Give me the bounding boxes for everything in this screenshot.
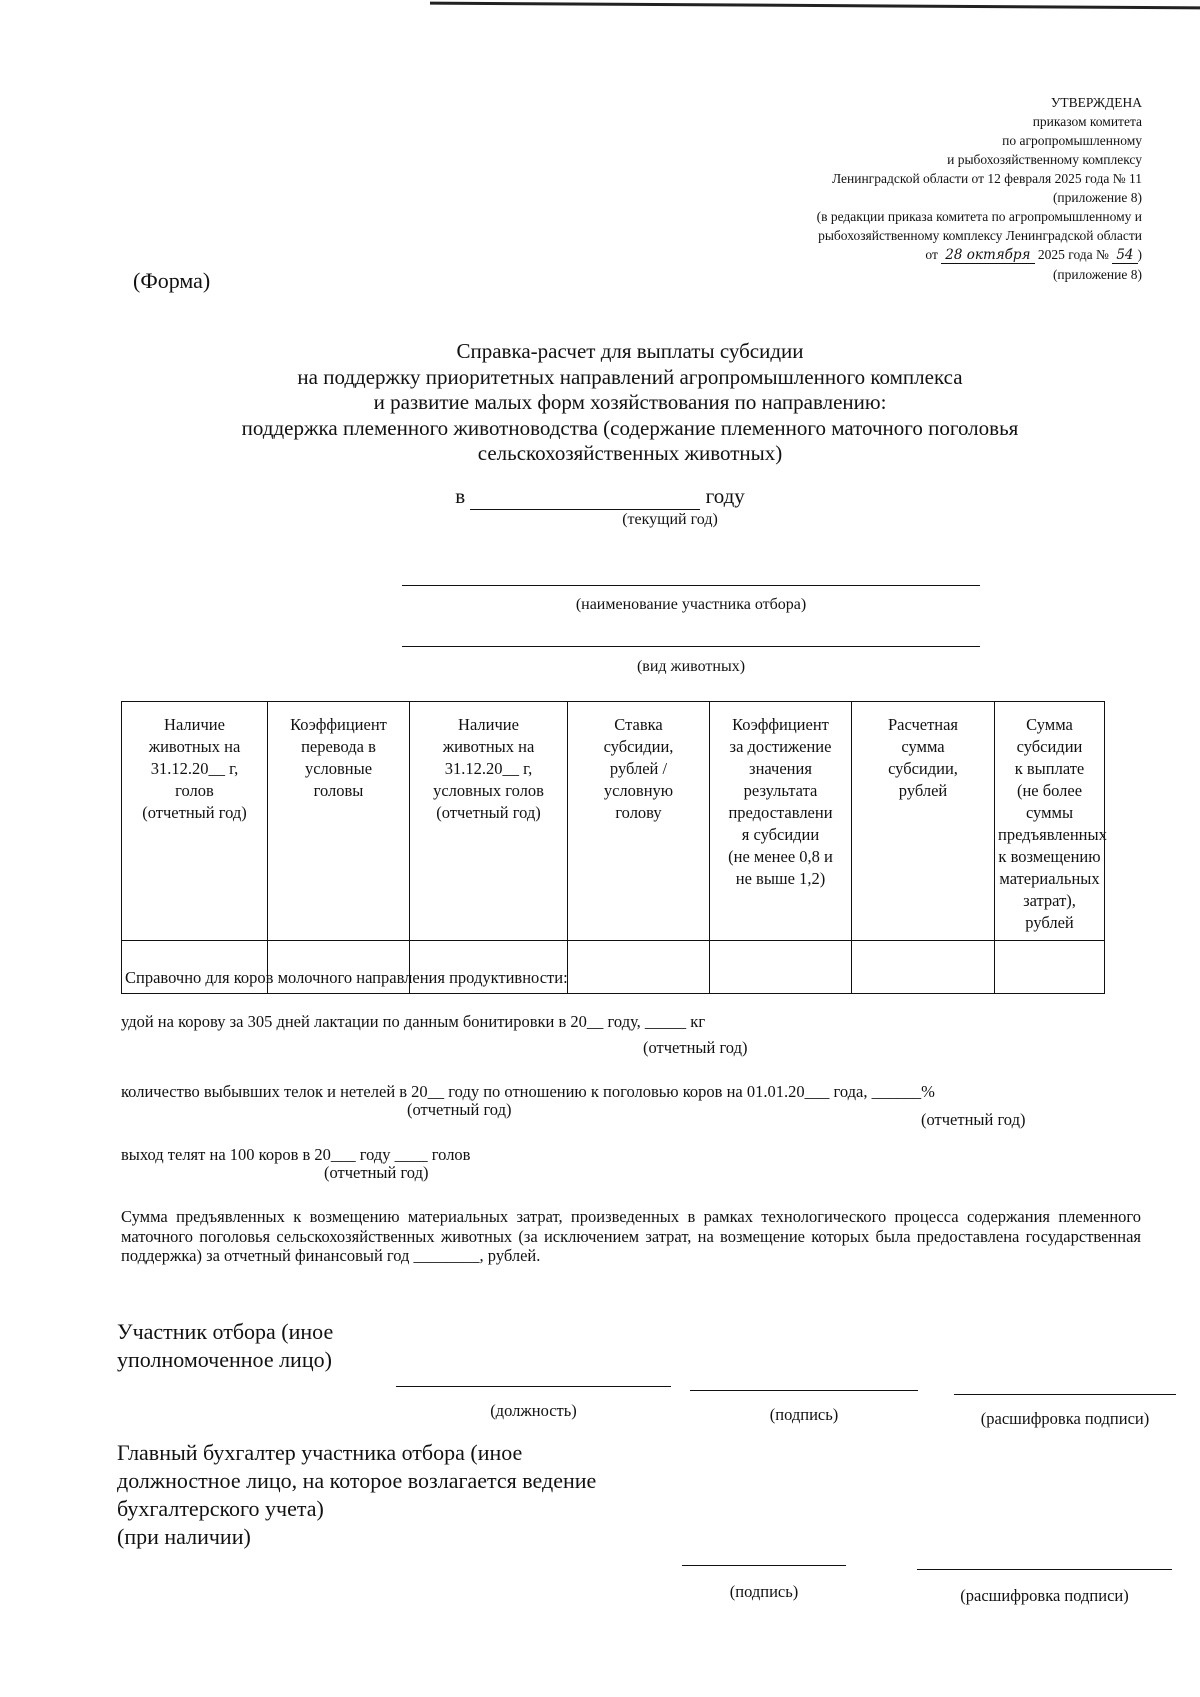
participant-label-line: уполномоченное лицо) [117,1347,332,1372]
header-text: Наличие [164,715,225,734]
animal-type-field[interactable] [402,646,980,647]
header-text: условных голов [433,781,544,800]
header-text: Сумма субсидии [1016,715,1083,756]
table-cell[interactable] [568,941,710,994]
header-text: Наличие [458,715,519,734]
header-subsidy-payable [995,702,1105,941]
title-line: сельскохозяйственных животных) [477,441,783,465]
table-cell[interactable] [852,941,995,994]
header-text: животных на [148,737,241,756]
header-text: перевода в [301,737,376,756]
document-title [150,339,1110,467]
accountant-decoding-caption: (расшифровка подписи) [960,1586,1129,1605]
decoding-caption: (расшифровка подписи) [980,1409,1150,1428]
approval-line: по агропромышленному [1002,133,1142,148]
signature-field[interactable] [690,1390,918,1391]
header-text: (отчетный год) [436,803,541,822]
header-text: предоставлени [728,803,833,822]
approval-line: Ленинградской области от 12 февраля 2025 года № 11 [831,171,1142,186]
approval-year-no: 2025 года № [1037,247,1109,262]
header-text: рублей / [609,759,668,778]
header-text: значения [749,759,812,778]
header-animals-conditional-heads [410,702,568,941]
header-text: Расчетная [887,715,959,734]
header-text: (не менее 0,8 и [728,847,833,866]
title-line: Справка-расчет для выплаты субсидии [456,339,804,363]
dropout-year-caption: (отчетный год) [407,1100,512,1119]
header-text: материальных [999,869,1100,888]
position-field[interactable] [396,1386,671,1387]
header-text: к возмещению [998,847,1101,866]
header-text: условные [304,759,373,778]
signature-decoding-field[interactable] [954,1394,1176,1395]
accountant-label-line: должностное лицо, на которое возлагается ведение [117,1468,597,1493]
approval-line: (приложение 8) [1052,190,1142,205]
header-text: (отчетный год) [142,803,247,822]
header-text: субсидии, [888,759,958,778]
participant-name-field[interactable] [402,585,980,586]
participant-caption: (наименование участника отбора) [575,596,807,613]
header-text: голову [615,803,662,822]
approval-line: (приложение 8) [1052,267,1142,282]
header-text: 31.12.20__ г, [150,759,239,778]
participant-label-line: Участник отбора (иное [117,1319,334,1344]
table-cell[interactable] [995,941,1105,994]
header-subsidy-rate [568,702,710,941]
handwritten-date: 28 октября [941,247,1034,264]
form-label: (Форма) [133,268,211,293]
calves-line: выход телят на 100 коров в 20___ году ____ голов [121,1145,471,1164]
handwritten-order-number: 54 [1112,247,1137,264]
header-text: результата [743,781,818,800]
header-text: Ставка [614,715,663,734]
animal-caption: (вид животных) [636,658,746,675]
title-line: поддержка племенного животноводства (содержание племенного маточного поголовья [241,415,1019,440]
header-text: субсидии, [603,737,674,756]
header-text: предъявленных [998,825,1107,844]
scan-top-edge-line [430,2,1200,10]
approval-line: (в редакции приказа комитета по агропромышленному и [816,209,1142,224]
header-text: сумма [901,737,945,756]
title-line: и развитие малых форм хозяйствования по направлению: [373,390,887,414]
header-text: к выплате [1014,759,1085,778]
header-text: Коэффициент [290,715,387,734]
current-year-line [0,484,1200,510]
subsidy-calculation-table [121,701,1105,994]
accountant-signature-field[interactable] [682,1565,846,1566]
approval-line: рыбохозяйственному комплексу Ленинградской области [818,228,1142,243]
header-text: голов [175,781,214,800]
year-caption: (текущий год) [622,511,718,528]
approval-stamp-block [702,93,1142,284]
header-text: я субсидии [741,825,820,844]
year-suffix: году [705,484,745,508]
scan-margin-artifact [0,1625,6,1697]
header-text: условную [603,781,674,800]
header-text: 31.12.20__ г, [444,759,533,778]
header-result-coefficient [710,702,852,941]
header-text: Коэффициент [732,715,829,734]
header-text: не выше 1,2) [735,869,826,888]
approval-ot: от [925,247,938,262]
approval-line: приказом комитета [1032,114,1142,129]
signature-caption: (подпись) [769,1405,839,1424]
participant-signature-label [117,1318,333,1374]
year-prefix: в [455,484,466,508]
approval-close-paren: ) [1137,247,1142,262]
accountant-signature-caption: (подпись) [729,1582,799,1601]
calves-year-caption: (отчетный год) [324,1163,429,1182]
approval-date-line [702,245,1142,265]
accountant-decoding-field[interactable] [917,1569,1172,1570]
header-conversion-coefficient [268,702,410,941]
header-animals-heads [122,702,268,941]
dropout-date-caption: (отчетный год) [921,1110,1026,1129]
position-caption: (должность) [490,1401,577,1420]
table-header-row [122,702,1105,941]
header-text: затрат), рублей [1023,891,1076,932]
reference-intro: Справочно для коров молочного направления продуктивности: [125,968,568,987]
header-text: головы [313,781,364,800]
approval-line: и рыбохозяйственному комплексу [947,152,1142,167]
dropout-line: количество выбывших телок и нетелей в 20__ году по отношению к поголовью коров на 01.01.20___ года, ______% [121,1082,935,1101]
milk-yield-line: удой на корову за 305 дней лактации по данным бонитировки в 20__ году, _____ кг [121,1012,706,1031]
header-calculated-subsidy [852,702,995,941]
accountant-label-line: Главный бухгалтер участника отбора (иное [117,1440,523,1465]
accountant-signature-label [117,1439,596,1551]
yield-year-caption: (отчетный год) [643,1038,748,1057]
year-blank-field[interactable] [470,484,700,510]
accountant-label-line: (при наличии) [117,1524,251,1549]
header-text: животных на [442,737,535,756]
header-text: за достижение [729,737,832,756]
approval-status: УТВЕРЖДЕНА [1050,95,1142,110]
header-text: рублей [898,781,948,800]
title-line: на поддержку приоритетных направлений агропромышленного комплекса [297,364,963,389]
table-cell[interactable] [710,941,852,994]
accountant-label-line: бухгалтерского учета) [117,1496,324,1521]
header-text: (не более суммы [1016,781,1083,822]
costs-paragraph: Сумма предъявленных к возмещению материальных затрат, произведенных в рамках технологического процесса содержания племенного маточного поголовья сельскохозяйственных животных (за исключением затрат, на возмещение которых была предоставлена государственная поддержка) за отчетный финансовый год ________, рублей. [121,1207,1141,1265]
